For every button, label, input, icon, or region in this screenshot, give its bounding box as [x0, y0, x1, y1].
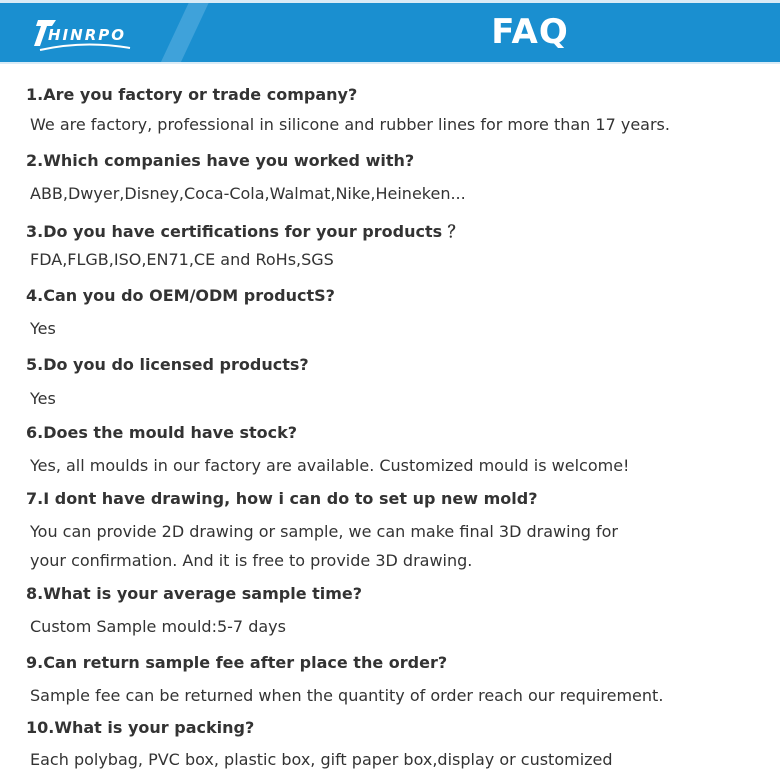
faq-question-2: 2.Which companies have you worked with?: [26, 151, 415, 170]
faq-question-5: 5.Do you do licensed products?: [26, 355, 309, 374]
faq-question-6: 6.Does the mould have stock?: [26, 423, 298, 442]
page-header: [0, 0, 780, 64]
faq-answer-6: Yes, all moulds in our factory are available. Customized mould is welcome!: [30, 456, 630, 475]
faq-answer-5: Yes: [30, 389, 56, 408]
faq-question-9: 9.Can return sample fee after place the order?: [26, 653, 448, 672]
page-title: FAQ: [491, 12, 569, 52]
faq-answer-7-line-2: your confirmation. And it is free to provide 3D drawing.: [30, 551, 473, 570]
faq-answer-10: Each polybag, PVC box, plastic box, gift paper box,display or customized: [30, 750, 613, 769]
faq-question-7: 7.I dont have drawing, how i can do to set up new mold?: [26, 489, 538, 508]
faq-answer-9: Sample fee can be returned when the quantity of order reach our requirement.: [30, 686, 664, 705]
faq-answer-2: ABB,Dwyer,Disney,Coca-Cola,Walmat,Nike,Heineken...: [30, 184, 466, 203]
faq-answer-3: FDA,FLGB,ISO,EN71,CE and RoHs,SGS: [30, 250, 334, 269]
faq-question-8: 8.What is your average sample time?: [26, 584, 363, 603]
faq-answer-7-line-1: You can provide 2D drawing or sample, we can make final 3D drawing for: [30, 522, 618, 541]
faq-answer-8: Custom Sample mould:5-7 days: [30, 617, 286, 636]
faq-question-3: 3.Do you have certifications for your products ？: [26, 222, 464, 241]
faq-question-10: 10.What is your packing?: [26, 718, 255, 737]
faq-answer-1: We are factory, professional in silicone and rubber lines for more than 17 years.: [30, 115, 670, 134]
faq-question-4: 4.Can you do OEM/ODM productS?: [26, 286, 335, 305]
faq-answer-4: Yes: [30, 319, 56, 338]
faq-question-1: 1.Are you factory or trade company?: [26, 85, 358, 104]
logo-text: HINRPO: [48, 26, 126, 44]
